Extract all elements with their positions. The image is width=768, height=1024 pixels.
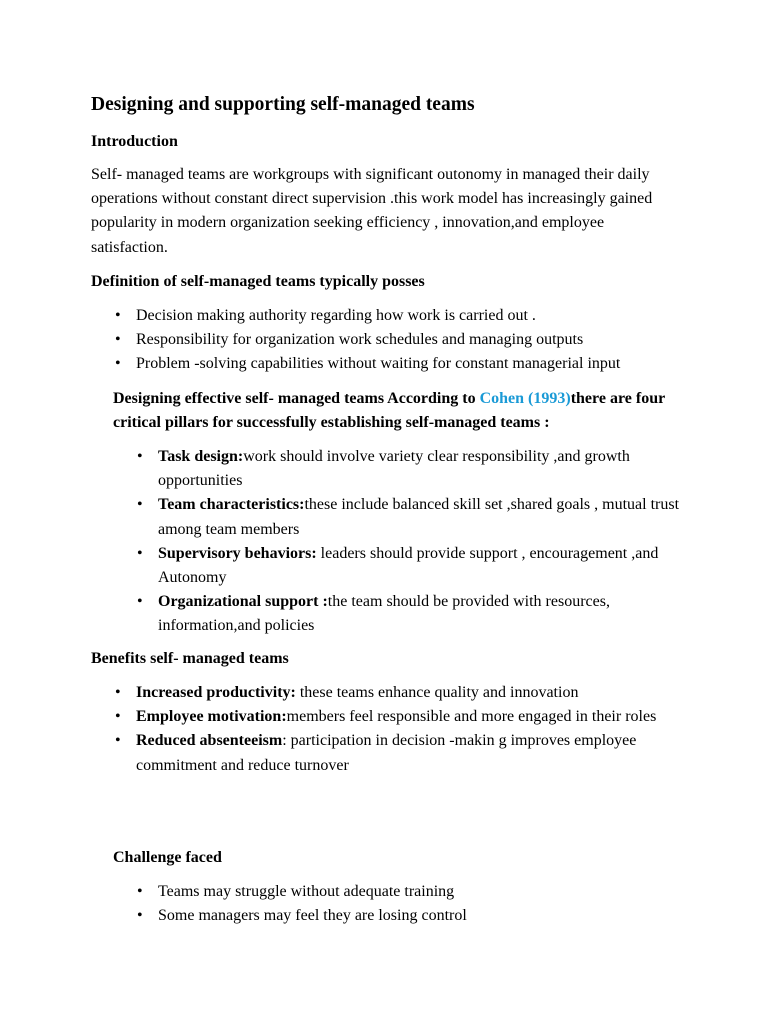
citation-link[interactable]: Cohen (1993) — [479, 390, 571, 407]
definition-heading: Definition of self-managed teams typically posses — [91, 273, 425, 290]
benefits-section — [91, 647, 681, 671]
list-item: • Decision making authority regarding how work is carried out . — [136, 304, 696, 328]
introduction-heading: Introduction — [91, 133, 178, 150]
definition-list — [115, 304, 696, 377]
bullet-icon: • — [137, 907, 143, 925]
list-item: • Some managers may feel they are losing control — [158, 904, 678, 928]
list-item: • Team characteristics:these include balanced skill set ,shared goals , mutual trust among team members — [158, 493, 683, 541]
bullet-icon: • — [137, 496, 143, 514]
benefits-list — [115, 681, 681, 778]
bullet-icon: • — [115, 684, 121, 701]
list-item: • Responsibility for organization work schedules and managing outputs — [136, 328, 696, 352]
challenges-section — [113, 846, 673, 870]
bullet-icon: • — [137, 448, 143, 465]
introduction-paragraph-block — [91, 163, 676, 260]
designing-list-block — [137, 445, 683, 639]
list-item: • Supervisory behaviors: leaders should provide support , encouragement ,and Autonomy — [158, 542, 683, 590]
bullet-icon: • — [137, 593, 143, 611]
definition-section — [91, 270, 681, 294]
bullet-icon: • — [115, 307, 121, 324]
benefits-heading: Benefits self- managed teams — [91, 650, 289, 667]
list-item: • Increased productivity: these teams enhance quality and innovation — [136, 681, 681, 705]
list-item: • Reduced absenteeism: participation in decision -makin g improves employee commitment and reduce turnover — [136, 729, 681, 777]
bullet-icon: • — [137, 544, 143, 562]
definition-list-block — [115, 304, 696, 377]
list-item: • Employee motivation:members feel responsible and more engaged in their roles — [136, 705, 681, 729]
bullet-icon: • — [115, 355, 121, 373]
document-title: Designing and supporting self-managed teams — [91, 94, 475, 115]
list-item: • Teams may struggle without adequate training — [158, 880, 678, 904]
list-item: • Problem -solving capabilities without waiting for constant managerial input — [136, 352, 696, 376]
benefits-list-block — [115, 681, 681, 778]
challenges-heading: Challenge faced — [113, 849, 222, 866]
introduction-paragraph: Self- managed teams are workgroups with significant outonomy in managed their daily operations without constant direct supervision .this work model has increasingly gained popularity in modern organization seeking efficiency , innovation,and employee satisfaction. — [91, 166, 653, 256]
list-item: • Organizational support :the team should be provided with resources, information,and policies — [158, 590, 683, 638]
bullet-icon: • — [115, 331, 121, 349]
designing-section — [113, 387, 668, 435]
pillars-list — [137, 445, 683, 639]
list-item: • Task design:work should involve variety clear responsibility ,and growth opportunities — [158, 445, 683, 493]
bullet-icon: • — [137, 883, 143, 900]
challenges-list-block — [137, 880, 678, 928]
introduction-section — [91, 130, 681, 154]
designing-heading: Designing effective self- managed teams According to Cohen (1993)there are four critical pillars for successfully establishing self-managed teams : — [113, 390, 665, 431]
challenges-list — [137, 880, 678, 928]
bullet-icon: • — [115, 708, 121, 726]
bullet-icon: • — [115, 732, 121, 750]
